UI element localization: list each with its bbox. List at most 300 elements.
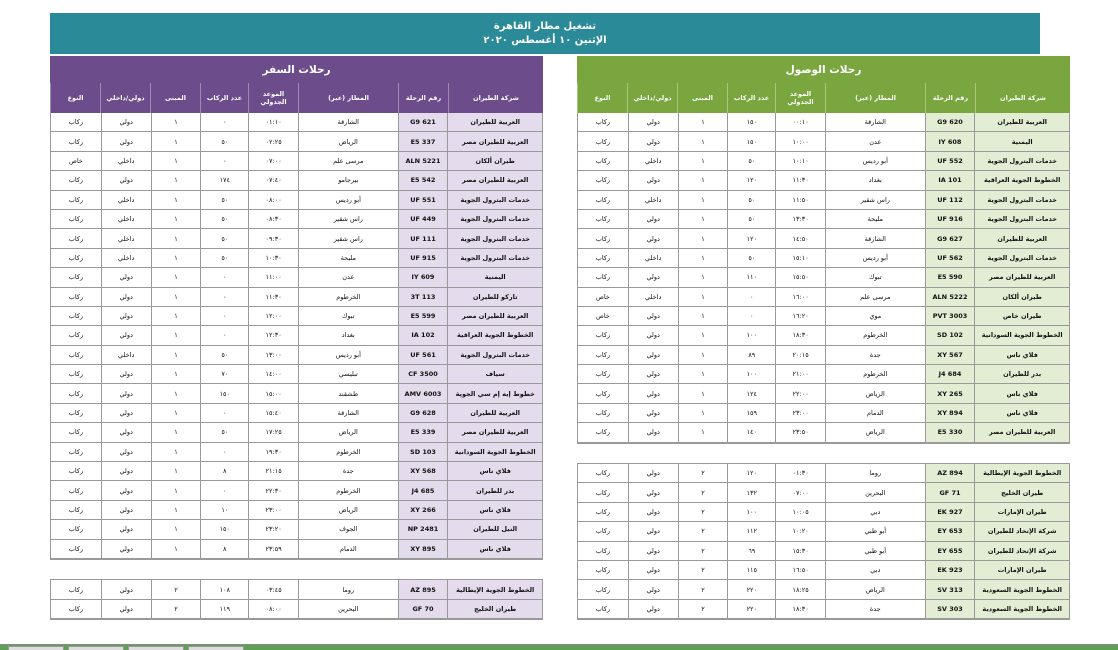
table-row bbox=[578, 503, 1069, 522]
cell-passengers: ٢٢٠ bbox=[727, 580, 775, 598]
cell-passengers: ١٢٤ bbox=[727, 384, 775, 402]
cell-airport: أبو ظبي bbox=[825, 522, 925, 540]
cell-terminal: ١ bbox=[151, 152, 201, 170]
cell-scheduled-time: ١٠:٠٠ bbox=[775, 132, 825, 150]
cell-airline: خدمات البترول الجوية bbox=[447, 191, 542, 209]
cell-type: ركاب bbox=[68, 273, 84, 282]
table-row bbox=[51, 365, 542, 384]
cell-scheduled-time: ١٣:٠٠ bbox=[248, 346, 298, 364]
table-row bbox=[578, 542, 1069, 561]
sheet-tab[interactable] bbox=[128, 646, 184, 650]
sheet-tab[interactable] bbox=[8, 646, 64, 650]
cell-passengers: ٠ bbox=[200, 443, 248, 461]
cell-airport: الخرطوم bbox=[298, 443, 398, 461]
cell-scheduled-time: ٠٧:٤٠ bbox=[248, 171, 298, 189]
cell-flight-number: ALN 5222 bbox=[925, 288, 975, 306]
cell-scope: دولي bbox=[101, 268, 151, 286]
cell-passengers: ٠ bbox=[200, 113, 248, 131]
cell-airline: خدمات البترول الجوية bbox=[447, 249, 542, 267]
cell-terminal: ١ bbox=[151, 520, 201, 538]
cell-terminal: ١ bbox=[151, 404, 201, 422]
cell-terminal: ١ bbox=[678, 384, 728, 402]
cell-airline: الخطوط الجوية السودانية bbox=[447, 443, 542, 461]
cell-type: ركاب bbox=[595, 604, 611, 613]
cell-flight-number: XY 567 bbox=[925, 346, 975, 364]
cell-airport: دبي bbox=[825, 561, 925, 579]
cell-scheduled-time: ٠٨:٠٠ bbox=[248, 191, 298, 209]
cell-airline: خدمات البترول الجوية bbox=[447, 210, 542, 228]
cell-scope: دولي bbox=[101, 307, 151, 325]
cell-scheduled-time: ٢٣:٥٠ bbox=[775, 423, 825, 441]
cell-terminal: ١ bbox=[678, 229, 728, 247]
cell-passengers: ١٥٠ bbox=[727, 132, 775, 150]
cell-scope: داخلي bbox=[628, 191, 678, 209]
cell-terminal: ١ bbox=[678, 307, 728, 325]
cell-type: ركاب bbox=[68, 467, 84, 476]
cell-scope: داخلي bbox=[628, 288, 678, 306]
cell-terminal: ٢ bbox=[678, 503, 728, 521]
cell-type: ركاب bbox=[595, 585, 611, 594]
cell-scope: دولي bbox=[628, 171, 678, 189]
cell-terminal: ١ bbox=[678, 152, 728, 170]
cell-passengers: ١١٥ bbox=[727, 561, 775, 579]
cell-airport: راس شقير bbox=[825, 191, 925, 209]
cell-airport: الشارقة bbox=[298, 404, 398, 422]
cell-flight-number: G9 621 bbox=[398, 113, 448, 131]
cell-type: ركاب bbox=[595, 566, 611, 575]
cell-terminal: ١ bbox=[151, 540, 201, 558]
cell-scheduled-time: ٠١:٣٠ bbox=[775, 464, 825, 482]
cell-type: ركاب bbox=[68, 506, 84, 514]
cell-flight-number: PVT 3003 bbox=[925, 307, 975, 325]
cell-flight-number: UF 561 bbox=[398, 346, 448, 364]
cell-airport: طشقند bbox=[298, 384, 398, 402]
cell-terminal: ١ bbox=[151, 501, 201, 519]
cell-terminal: ٢ bbox=[151, 600, 201, 618]
cell-type: ركاب bbox=[68, 331, 84, 340]
cell-terminal: ١ bbox=[151, 326, 201, 344]
cell-terminal: ١ bbox=[678, 249, 728, 267]
cell-scheduled-time: ١٥:٠٠ bbox=[248, 384, 298, 402]
table-row bbox=[578, 365, 1069, 384]
report-title: تشغيل مطار القاهرة bbox=[493, 20, 597, 32]
cell-scheduled-time: ٢١:٠٠ bbox=[775, 365, 825, 383]
cell-scope: دولي bbox=[628, 113, 678, 131]
cell-passengers: ٠ bbox=[727, 307, 775, 325]
cell-scope: دولي bbox=[628, 464, 678, 482]
cell-passengers: ١٥٩ bbox=[727, 404, 775, 422]
cell-airline: سياف bbox=[447, 365, 542, 383]
cell-terminal: ١ bbox=[151, 171, 201, 189]
table-row bbox=[578, 132, 1069, 151]
cell-airline: خدمات البترول الجوية bbox=[974, 249, 1069, 267]
cell-scope: دولي bbox=[628, 268, 678, 286]
cell-type: ركاب bbox=[68, 176, 84, 185]
cell-airline: الخطوط الجوية الإيطالية bbox=[447, 580, 542, 598]
cell-type: خاص bbox=[68, 156, 83, 165]
cell-passengers: ١٢٠ bbox=[727, 229, 775, 247]
table-row bbox=[578, 580, 1069, 599]
table-row bbox=[578, 346, 1069, 365]
table-row bbox=[51, 423, 542, 442]
cell-scope: دولي bbox=[628, 600, 678, 618]
cell-airline: شركة الإتحاد للطيران bbox=[974, 542, 1069, 560]
cell-scheduled-time: ١٤:٠٠ bbox=[248, 365, 298, 383]
cell-flight-number: SV 313 bbox=[925, 580, 975, 598]
column-header-scope: دولي/داخلي bbox=[100, 83, 150, 113]
cell-scope: دولي bbox=[628, 483, 678, 501]
cell-terminal: ١ bbox=[678, 288, 728, 306]
cell-type: ركاب bbox=[595, 137, 611, 146]
cell-scheduled-time: ١٠:٢٠ bbox=[775, 522, 825, 540]
cell-passengers: ٥٠ bbox=[200, 423, 248, 441]
cell-scheduled-time: ١٠:٣٠ bbox=[248, 249, 298, 267]
cell-flight-number: E5 337 bbox=[398, 132, 448, 150]
sheet-tab[interactable] bbox=[188, 646, 244, 650]
cell-scope: دولي bbox=[628, 384, 678, 402]
cell-flight-number: UF 551 bbox=[398, 191, 448, 209]
cell-flight-number: AZ 894 bbox=[925, 464, 975, 482]
cell-airport: الجوف bbox=[298, 520, 398, 538]
column-header-scheduled-time: الموعد الجدولي bbox=[248, 83, 298, 113]
table-row bbox=[578, 423, 1069, 442]
cell-scope: دولي bbox=[101, 600, 151, 618]
cell-flight-number: GF 70 bbox=[398, 600, 448, 618]
cell-scheduled-time: ١١:٥٠ bbox=[775, 191, 825, 209]
cell-scope: داخلي bbox=[101, 210, 151, 228]
cell-terminal: ١ bbox=[678, 346, 728, 364]
cell-airline: طيران الخليج bbox=[447, 600, 542, 618]
cell-terminal: ١ bbox=[151, 443, 201, 461]
cell-terminal: ١ bbox=[678, 191, 728, 209]
cell-type: ركاب bbox=[68, 234, 84, 243]
cell-scheduled-time: ٢١:١٥ bbox=[248, 462, 298, 480]
cell-type: ركاب bbox=[595, 409, 611, 418]
cell-terminal: ١ bbox=[678, 404, 728, 422]
cell-passengers: ١٤٠ bbox=[727, 423, 775, 441]
row-group bbox=[577, 463, 1070, 620]
cell-type: ركاب bbox=[68, 312, 84, 321]
cell-passengers: ١٠٠ bbox=[727, 365, 775, 383]
cell-flight-number: XY 895 bbox=[398, 540, 448, 558]
cell-type: ركاب bbox=[68, 137, 84, 146]
cell-scheduled-time: ١٧:٢٥ bbox=[248, 423, 298, 441]
cell-scope: داخلي bbox=[628, 152, 678, 170]
cell-airport: راس شقير bbox=[298, 210, 398, 228]
cell-airline: بدر للطيران bbox=[974, 365, 1069, 383]
cell-airline: خدمات البترول الجوية bbox=[447, 229, 542, 247]
table-row bbox=[51, 307, 542, 326]
table-row bbox=[51, 443, 542, 462]
cell-airport: الشارقة bbox=[825, 113, 925, 131]
cell-airport: الشارقة bbox=[298, 113, 398, 131]
cell-type: ركاب bbox=[595, 156, 611, 165]
column-header-airport: المطار (عبر) bbox=[825, 83, 925, 113]
cell-type: ركاب bbox=[595, 215, 611, 224]
table-row bbox=[578, 210, 1069, 229]
table-spacer bbox=[577, 444, 1070, 463]
cell-airport: روما bbox=[298, 580, 398, 598]
cell-scope: دولي bbox=[628, 229, 678, 247]
departures-column-header bbox=[50, 83, 543, 113]
cell-terminal: ٢ bbox=[678, 483, 728, 501]
table-row bbox=[51, 152, 542, 171]
table-row bbox=[51, 113, 542, 132]
cell-type: ركاب bbox=[595, 331, 611, 340]
cell-terminal: ١ bbox=[678, 423, 728, 441]
cell-flight-number: XY 894 bbox=[925, 404, 975, 422]
cell-scope: دولي bbox=[101, 462, 151, 480]
cell-airport: تبليسي bbox=[298, 365, 398, 383]
cell-flight-number: E5 339 bbox=[398, 423, 448, 441]
cell-terminal: ٢ bbox=[678, 561, 728, 579]
cell-scope: داخلي bbox=[101, 346, 151, 364]
cell-passengers: ٨ bbox=[200, 462, 248, 480]
departures-rows bbox=[50, 113, 543, 620]
cell-terminal: ١ bbox=[678, 171, 728, 189]
cell-scope: دولي bbox=[628, 307, 678, 325]
cell-scheduled-time: ٢٣:٥٩ bbox=[248, 540, 298, 558]
cell-airport: الخرطوم bbox=[825, 365, 925, 383]
cell-passengers: ١٠٠ bbox=[727, 503, 775, 521]
column-header-type: النوع bbox=[577, 83, 627, 113]
cell-airline: فلاي ناس bbox=[447, 540, 542, 558]
table-row bbox=[578, 113, 1069, 132]
cell-scheduled-time: ٢٣:٢٠ bbox=[248, 520, 298, 538]
table-row bbox=[578, 404, 1069, 423]
cell-airline: شركة الإتحاد للطيران bbox=[974, 522, 1069, 540]
cell-scheduled-time: ١١:٠٠ bbox=[248, 268, 298, 286]
table-row bbox=[51, 384, 542, 403]
cell-airport: بيرجامو bbox=[298, 171, 398, 189]
cell-scheduled-time: ١٠:١٠ bbox=[775, 152, 825, 170]
cell-flight-number: 3T 113 bbox=[398, 288, 448, 306]
cell-scope: دولي bbox=[101, 326, 151, 344]
departures-table bbox=[50, 56, 543, 620]
cell-flight-number: UF 449 bbox=[398, 210, 448, 228]
cell-scheduled-time: ١٦:٢٠ bbox=[775, 307, 825, 325]
cell-passengers: ٠ bbox=[200, 307, 248, 325]
cell-flight-number: CF 3500 bbox=[398, 365, 448, 383]
cell-flight-number: UF 112 bbox=[925, 191, 975, 209]
cell-passengers: ٥٠ bbox=[727, 210, 775, 228]
cell-airline: طيران الإمارات bbox=[974, 503, 1069, 521]
cell-scope: دولي bbox=[101, 580, 151, 598]
cell-airline: العربية للطيران مصر bbox=[974, 423, 1069, 441]
cell-airline: الخطوط الجوية العراقية bbox=[974, 171, 1069, 189]
cell-airline: الخطوط الجوية العراقية bbox=[447, 326, 542, 344]
cell-scope: داخلي bbox=[101, 229, 151, 247]
cell-terminal: ١ bbox=[678, 113, 728, 131]
cell-airline: طيران ألكان bbox=[447, 152, 542, 170]
column-header-scheduled-time: الموعد الجدولي bbox=[775, 83, 825, 113]
cell-flight-number: XY 265 bbox=[925, 384, 975, 402]
cell-scope: دولي bbox=[628, 423, 678, 441]
cell-scheduled-time: ١٨:٣٠ bbox=[775, 326, 825, 344]
cell-terminal: ١ bbox=[151, 346, 201, 364]
cell-scheduled-time: ١١:٣٠ bbox=[775, 171, 825, 189]
cell-scope: دولي bbox=[101, 113, 151, 131]
cell-flight-number: G9 628 bbox=[398, 404, 448, 422]
cell-scope: دولي bbox=[628, 365, 678, 383]
cell-airport: الخرطوم bbox=[298, 481, 398, 499]
cell-type: ركاب bbox=[68, 486, 84, 495]
column-header-airline: شركة الطيران bbox=[975, 83, 1070, 113]
cell-airline: اليمنية bbox=[974, 132, 1069, 150]
cell-type: ركاب bbox=[595, 195, 611, 204]
cell-scope: داخلي bbox=[628, 249, 678, 267]
cell-scheduled-time: ١٩:٣٠ bbox=[248, 443, 298, 461]
cell-scheduled-time: ١١:٣٠ bbox=[248, 288, 298, 306]
cell-type: ركاب bbox=[68, 215, 84, 224]
cell-airline: الخطوط الجوية السعودية bbox=[974, 600, 1069, 618]
cell-type: ركاب bbox=[68, 428, 84, 437]
departures-title: رحلات السفر bbox=[50, 56, 543, 83]
cell-airport: مليحة bbox=[825, 210, 925, 228]
cell-scope: دولي bbox=[628, 346, 678, 364]
cell-airport: مرسى علم bbox=[298, 152, 398, 170]
column-header-flight-number: رقم الرحلة bbox=[925, 83, 975, 113]
sheet-tab[interactable] bbox=[68, 646, 124, 650]
cell-passengers: ٥٠ bbox=[727, 191, 775, 209]
cell-flight-number: E5 599 bbox=[398, 307, 448, 325]
cell-airport: عدن bbox=[825, 132, 925, 150]
cell-airline: العربية للطيران bbox=[974, 229, 1069, 247]
cell-terminal: ١ bbox=[151, 229, 201, 247]
cell-airline: النيل للطيران bbox=[447, 520, 542, 538]
cell-type: ركاب bbox=[595, 234, 611, 243]
cell-terminal: ١ bbox=[151, 191, 201, 209]
cell-flight-number: J4 685 bbox=[398, 481, 448, 499]
cell-airline: خطوط إيه إم سي الجوية bbox=[447, 384, 542, 402]
cell-type: ركاب bbox=[595, 118, 611, 127]
cell-airport: بغداد bbox=[825, 171, 925, 189]
cell-scheduled-time: ٠٣:٤٥ bbox=[248, 580, 298, 598]
cell-flight-number: UF 915 bbox=[398, 249, 448, 267]
cell-passengers: ١٠٠ bbox=[727, 326, 775, 344]
cell-airline: العربية للطيران مصر bbox=[447, 132, 542, 150]
cell-flight-number: SD 103 bbox=[398, 443, 448, 461]
cell-passengers: ٥٠ bbox=[200, 210, 248, 228]
cell-type: ركاب bbox=[68, 118, 84, 127]
cell-flight-number: IY 609 bbox=[398, 268, 448, 286]
table-row bbox=[578, 249, 1069, 268]
cell-airline: بدر للطيران bbox=[447, 481, 542, 499]
arrivals-table bbox=[577, 56, 1070, 620]
cell-type: ركاب bbox=[595, 389, 611, 398]
cell-scheduled-time: ٠١:١٠ bbox=[248, 113, 298, 131]
cell-airline: فلاي ناس bbox=[974, 404, 1069, 422]
cell-scheduled-time: ١٢:٣٠ bbox=[248, 326, 298, 344]
cell-type: ركاب bbox=[68, 544, 84, 553]
table-row bbox=[578, 229, 1069, 248]
cell-scheduled-time: ٠٧:٠٠ bbox=[775, 483, 825, 501]
cell-type: ركاب bbox=[595, 527, 611, 536]
table-row bbox=[578, 464, 1069, 483]
cell-passengers: ١٥٠ bbox=[727, 113, 775, 131]
cell-airline: طيران خاص bbox=[974, 307, 1069, 325]
row-group bbox=[577, 113, 1070, 444]
cell-scope: دولي bbox=[628, 132, 678, 150]
cell-airport: الدمام bbox=[298, 540, 398, 558]
cell-terminal: ١ bbox=[151, 113, 201, 131]
cell-scheduled-time: ١٤:٥٠ bbox=[775, 229, 825, 247]
cell-scheduled-time: ١٥:٤٠ bbox=[248, 404, 298, 422]
cell-airline: اليمنية bbox=[447, 268, 542, 286]
table-row bbox=[578, 191, 1069, 210]
cell-flight-number: IY 608 bbox=[925, 132, 975, 150]
table-row bbox=[51, 171, 542, 190]
cell-flight-number: XY 568 bbox=[398, 462, 448, 480]
cell-airport: روما bbox=[825, 464, 925, 482]
table-row bbox=[51, 501, 542, 520]
cell-scheduled-time: ٠٠:١٠ bbox=[775, 113, 825, 131]
cell-type: ركاب bbox=[595, 428, 611, 437]
cell-scope: دولي bbox=[628, 522, 678, 540]
cell-airport: تبوك bbox=[298, 307, 398, 325]
cell-scheduled-time: ١٥:٣٠ bbox=[775, 542, 825, 560]
cell-terminal: ١ bbox=[151, 288, 201, 306]
cell-passengers: ٠ bbox=[200, 268, 248, 286]
cell-terminal: ١ bbox=[678, 365, 728, 383]
cell-terminal: ١ bbox=[151, 423, 201, 441]
cell-passengers: ١٧٤ bbox=[200, 171, 248, 189]
cell-scope: دولي bbox=[628, 580, 678, 598]
cell-airline: العربية للطيران مصر bbox=[974, 268, 1069, 286]
cell-scheduled-time: ٢٢:٣٠ bbox=[248, 481, 298, 499]
cell-airport: الشارقة bbox=[825, 229, 925, 247]
table-row bbox=[578, 288, 1069, 307]
table-row bbox=[51, 462, 542, 481]
cell-terminal: ١ bbox=[151, 481, 201, 499]
cell-airline: خدمات البترول الجوية bbox=[974, 191, 1069, 209]
cell-passengers: ١٠ bbox=[200, 501, 248, 519]
table-row bbox=[51, 191, 542, 210]
cell-airline: فلاي ناس bbox=[974, 384, 1069, 402]
cell-airport: بغداد bbox=[298, 326, 398, 344]
cell-type: ركاب bbox=[68, 370, 84, 379]
cell-passengers: ١٣٢ bbox=[727, 483, 775, 501]
cell-flight-number: IA 102 bbox=[398, 326, 448, 344]
cell-scheduled-time: ٢٠:١٥ bbox=[775, 346, 825, 364]
cell-airport: جدة bbox=[825, 346, 925, 364]
table-row bbox=[51, 520, 542, 539]
cell-passengers: ٠ bbox=[200, 481, 248, 499]
cell-airport: الرياض bbox=[298, 501, 398, 519]
cell-passengers: ٧٠ bbox=[200, 365, 248, 383]
cell-scheduled-time: ٠٧:٠٠ bbox=[248, 152, 298, 170]
cell-type: ركاب bbox=[68, 253, 84, 262]
cell-terminal: ١ bbox=[151, 132, 201, 150]
cell-passengers: ٦٩ bbox=[727, 542, 775, 560]
cell-scheduled-time: ١٣:٣٠ bbox=[775, 210, 825, 228]
cell-passengers: ١٥٠ bbox=[200, 520, 248, 538]
arrivals-title: رحلات الوصول bbox=[577, 56, 1070, 83]
cell-type: خاص bbox=[595, 292, 610, 301]
cell-airport: الرياض bbox=[298, 132, 398, 150]
row-group bbox=[50, 579, 543, 620]
cell-terminal: ٢ bbox=[678, 464, 728, 482]
sheet-tab-bar bbox=[0, 644, 1118, 650]
row-group bbox=[50, 113, 543, 560]
cell-scope: دولي bbox=[101, 501, 151, 519]
cell-scheduled-time: ٢٣:٠٠ bbox=[775, 404, 825, 422]
arrivals-column-header bbox=[577, 83, 1070, 113]
cell-terminal: ١ bbox=[151, 210, 201, 228]
cell-scheduled-time: ١٥:١٠ bbox=[775, 249, 825, 267]
table-row bbox=[578, 307, 1069, 326]
cell-airport: الخرطوم bbox=[298, 288, 398, 306]
